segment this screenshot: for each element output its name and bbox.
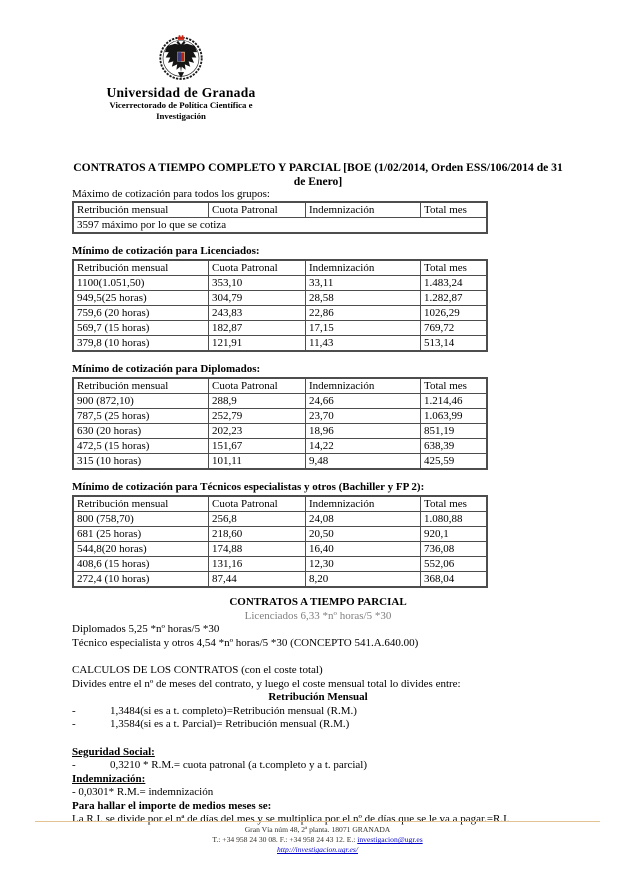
table-row [73, 527, 487, 542]
table-cell: 272,4 (10 horas) [73, 572, 209, 588]
table-cell: 288,9 [209, 394, 306, 409]
table-cell: 87,44 [209, 572, 306, 588]
table-row [73, 542, 487, 557]
table-cell: 769,72 [421, 321, 488, 336]
column-header: Retribución mensual [73, 260, 209, 276]
column-header: Indemnización [306, 378, 421, 394]
column-header: Total mes [421, 496, 488, 512]
retribucion-mensual-heading: Retribución Mensual [268, 691, 368, 703]
table-header-row [73, 202, 487, 218]
calculos-line1: CALCULOS DE LOS CONTRATOS (con el coste total) [72, 664, 323, 676]
table-minimo-tecnicos [72, 495, 488, 588]
table-cell: 544,8(20 horas) [73, 542, 209, 557]
footer-address: Gran Vía núm 48, 2ª planta. 18071 GRANADA [244, 825, 391, 834]
table-row [73, 291, 487, 306]
parcial-heading: CONTRATOS A TIEMPO PARCIAL [229, 596, 407, 608]
letterhead [70, 33, 292, 121]
footer-website [35, 845, 600, 855]
table-cell: 513,14 [421, 336, 488, 352]
university-name: Universidad de Granada [106, 85, 256, 100]
table-cell: 33,11 [306, 276, 421, 291]
table-cell: 304,79 [209, 291, 306, 306]
dash-bullet: - [72, 718, 76, 730]
table-cell: 243,83 [209, 306, 306, 321]
column-header: Retribución mensual [73, 496, 209, 512]
column-header: Cuota Patronal [209, 260, 306, 276]
table-cell: 759,6 (20 horas) [73, 306, 209, 321]
table-cell: 851,19 [421, 424, 488, 439]
table-row [73, 336, 487, 352]
table-cell: 256,8 [209, 512, 306, 527]
dash-bullet: - [72, 759, 76, 771]
table-cell: 949,5(25 horas) [73, 291, 209, 306]
table-cell: 28,58 [306, 291, 421, 306]
table-cell: 552,06 [421, 557, 488, 572]
indemnizacion-heading: Indemnización: [72, 772, 146, 785]
table-row [73, 306, 487, 321]
seguridad-social-item-text: 0,3210 * R.M.= cuota patronal (a t.completo y a t. parcial) [110, 759, 367, 771]
table-cell: 23,70 [306, 409, 421, 424]
column-header: Indemnización [306, 260, 421, 276]
table-cell: 368,04 [421, 572, 488, 588]
table-cell: 1.483,24 [421, 276, 488, 291]
table-cell: 920,1 [421, 527, 488, 542]
table-cell: 315 (10 horas) [73, 454, 209, 470]
table-cell: 736,08 [421, 542, 488, 557]
table-row [73, 394, 487, 409]
table-header-row [73, 378, 487, 394]
table-cell: 1026,29 [421, 306, 488, 321]
table-row [73, 409, 487, 424]
table-cell: 1.282,87 [421, 291, 488, 306]
table-cell: 425,59 [421, 454, 488, 470]
table-cell: 681 (25 horas) [73, 527, 209, 542]
table-caption-maximo: Máximo de cotización para todos los grupos: [72, 188, 270, 200]
dash-bullet: - [72, 704, 76, 717]
table-cell: 14,22 [306, 439, 421, 454]
table-caption-diplomados: Mínimo de cotización para Diplomados: [72, 363, 261, 375]
column-header: Retribución mensual [73, 202, 209, 218]
parcial-diplomados-line: Diplomados 5,25 *nº horas/5 *30 [72, 623, 220, 635]
column-header: Cuota Patronal [209, 202, 306, 218]
table-cell: 24,08 [306, 512, 421, 527]
table-cell: 379,8 (10 horas) [73, 336, 209, 352]
parcial-tecnico-line: Técnico especialista y otros 4,54 *nº horas/5 *30 (CONCEPTO 541.A.640.00) [72, 636, 419, 649]
table-minimo-diplomados [72, 377, 488, 470]
department-name-line2: Investigación [156, 110, 206, 121]
seguridad-social-heading: Seguridad Social: [72, 745, 155, 758]
table-cell: 9,48 [306, 454, 421, 470]
table-cell: 569,7 (15 horas) [73, 321, 209, 336]
document-title-line2: de Enero] [293, 174, 343, 188]
ugr-crest-logo [158, 33, 204, 82]
table-cell: 787,5 (25 horas) [73, 409, 209, 424]
table-cell: 472,5 (15 horas) [73, 439, 209, 454]
footer-website-link[interactable]: http://investigacion.ugr.es/ [277, 845, 358, 855]
table-cell: 1.214,46 [421, 394, 488, 409]
table-cell: 353,10 [209, 276, 306, 291]
table-cell: 638,39 [421, 439, 488, 454]
table-cell: 20,50 [306, 527, 421, 542]
column-header: Cuota Patronal [209, 378, 306, 394]
table-cell: 1.080,88 [421, 512, 488, 527]
column-header: Indemnización [306, 496, 421, 512]
table-row [73, 276, 487, 291]
table-cell: 182,87 [209, 321, 306, 336]
table-cell: 101,11 [209, 454, 306, 470]
table-cell: 408,6 (15 horas) [73, 557, 209, 572]
calculos-item-parcial-text: 1,3584(si es a t. Parcial)= Retribución mensual (R.M.) [110, 718, 350, 730]
table-cell: 22,86 [306, 306, 421, 321]
table-row [73, 557, 487, 572]
footer-contact-text: T.: +34 958 24 30 08. F.: +34 958 24 43 12. E.: [212, 835, 358, 845]
table-cell: 16,40 [306, 542, 421, 557]
column-header: Total mes [421, 378, 488, 394]
seguridad-social-item [72, 759, 564, 773]
table-row [73, 439, 487, 454]
medios-meses-text: La R.I. se divide por el nª de días del mes y se multiplica por el nº de días que se le va a pagar.=R.I. [72, 813, 510, 825]
table-minimo-licenciados [72, 259, 488, 352]
calculos-line2: Divides entre el nº de meses del contrato, y luego el coste mensual total lo divides entre: [72, 677, 461, 690]
table-cell: 252,79 [209, 409, 306, 424]
table-cell: 12,30 [306, 557, 421, 572]
table-cell: 174,88 [209, 542, 306, 557]
document-body [72, 161, 564, 827]
table-header-row [73, 496, 487, 512]
table-cell: 151,67 [209, 439, 306, 454]
table-row [73, 454, 487, 470]
document-title [72, 161, 564, 188]
table-cell: 121,91 [209, 336, 306, 352]
table-cell: 17,15 [306, 321, 421, 336]
table-row [73, 321, 487, 336]
parcial-licenciados-line: Licenciados 6,33 *nº horas/5 *30 [244, 609, 392, 622]
footer-contact [35, 835, 600, 845]
column-header: Indemnización [306, 202, 421, 218]
column-header: Total mes [421, 202, 488, 218]
table-caption-licenciados: Mínimo de cotización para Licenciados: [72, 245, 260, 257]
table-row [73, 424, 487, 439]
table-cell: 24,66 [306, 394, 421, 409]
calculos-item-completo [72, 705, 564, 719]
column-header: Retribución mensual [73, 378, 209, 394]
medios-meses-heading: Para hallar el importe de medios meses se: [72, 799, 272, 812]
table-row [73, 218, 487, 234]
table-cell: 1.063,99 [421, 409, 488, 424]
document-title-line1: CONTRATOS A TIEMPO COMPLETO Y PARCIAL [BOE (1/02/2014, Orden ESS/106/2014 de 31 [73, 161, 563, 174]
blank-line [72, 732, 564, 746]
table-header-row [73, 260, 487, 276]
table-cell: 8,20 [306, 572, 421, 588]
table-cell: 218,60 [209, 527, 306, 542]
table-maximo-cotizacion [72, 201, 488, 234]
blank-line [72, 650, 564, 664]
column-header: Total mes [421, 260, 488, 276]
table-row [73, 512, 487, 527]
table-cell: 18,96 [306, 424, 421, 439]
table-cell: 11,43 [306, 336, 421, 352]
column-header: Cuota Patronal [209, 496, 306, 512]
calculos-item-parcial [72, 718, 564, 732]
table-cell: 630 (20 horas) [73, 424, 209, 439]
indemnizacion-item: - 0,0301* R.M.= indemnización [72, 786, 214, 798]
department-name-line1: Vicerrectorado de Política Científica e [109, 100, 253, 110]
table-cell: 1100(1.051,50) [73, 276, 209, 291]
table-caption-tecnicos: Mínimo de cotización para Técnicos especialistas y otros (Bachiller y FP 2): [72, 481, 425, 493]
calculos-item-completo-text: 1,3484(si es a t. completo)=Retribución mensual (R.M.) [110, 704, 357, 717]
table-row [73, 572, 487, 588]
table-cell: 131,16 [209, 557, 306, 572]
table-cell-span: 3597 máximo por lo que se cotiza [73, 218, 487, 234]
table-cell: 900 (872,10) [73, 394, 209, 409]
footer-email-link[interactable]: investigacion@ugr.es [357, 835, 423, 845]
table-cell: 800 (758,70) [73, 512, 209, 527]
page-footer [35, 821, 600, 856]
table-cell: 202,23 [209, 424, 306, 439]
